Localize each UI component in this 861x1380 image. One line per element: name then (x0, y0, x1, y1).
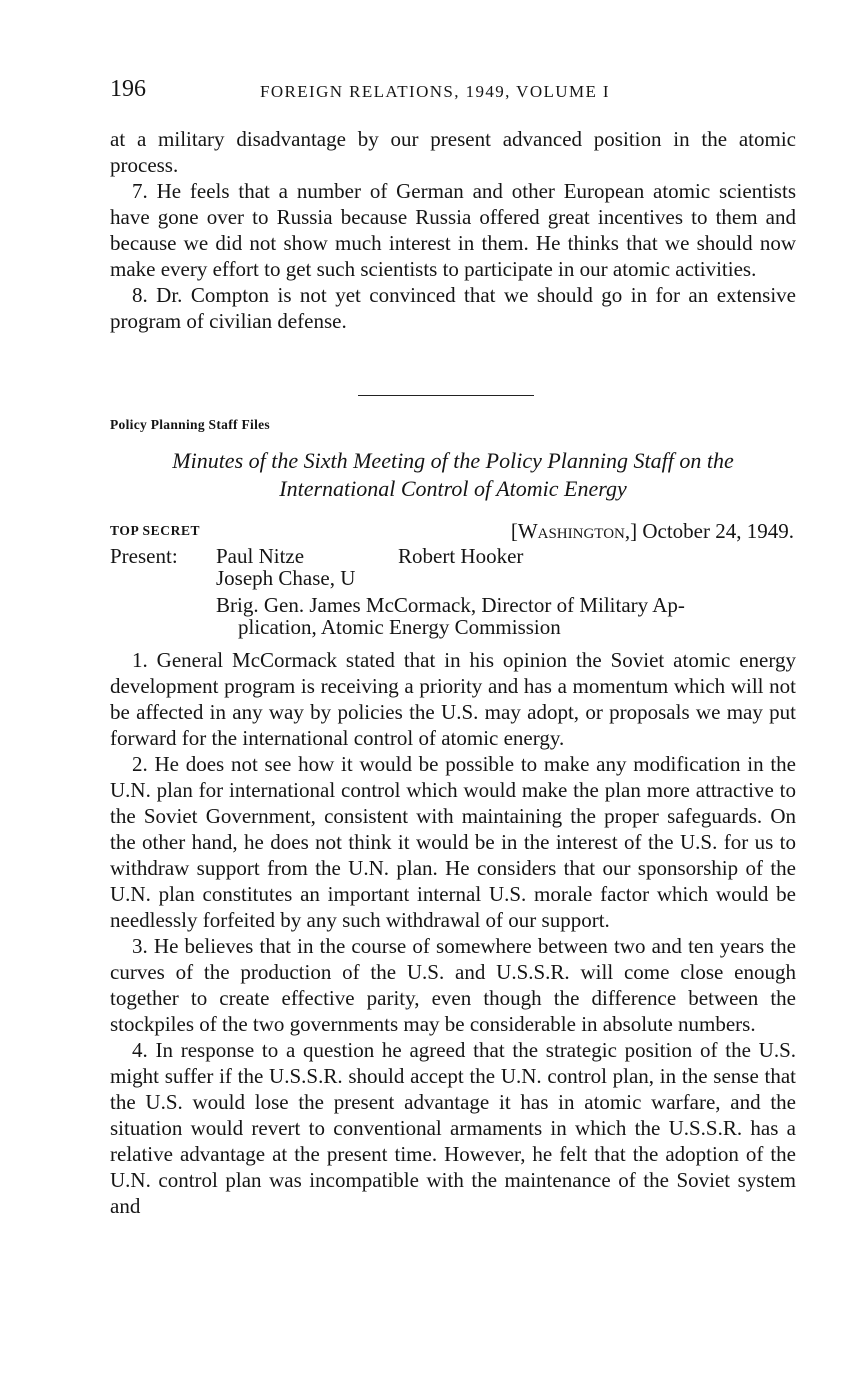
paragraph-8: 8. Dr. Compton is not yet convinced that we should go in for an extensive program of civilian defense. (110, 283, 796, 333)
attendee-line: Brig. Gen. James McCormack, Director of Military Ap- (216, 593, 685, 617)
attendee-name: Paul Nitze (216, 544, 305, 568)
page-number: 196 (110, 76, 146, 102)
page-header (110, 76, 796, 106)
dateline (511, 518, 794, 544)
continued-paragraph: at a military disadvantage by our present advanced position in the atomic process. (110, 127, 796, 177)
dateline-bracket-open: [ (510, 519, 518, 543)
title-line-1: Minutes of the Sixth Meeting of the Policy Planning Staff on the (172, 448, 734, 473)
source-label: Policy Planning Staff Files (110, 417, 270, 432)
attendee-name (216, 594, 796, 638)
document-title (110, 447, 796, 503)
paragraph-4: 4. In response to a question he agreed that the strategic position of the U.S. might suffer if the U.S.S.R. should accept the U.N. control plan, in the sense that the U.S. would lose the present advantage it has in atomic warfare, and the situation would revert to conventional armaments in which the U.S.S.R. has a relative advantage at the present time. However, he felt that the adoption of the U.N. control plan was incompatible with the maintenance of the Soviet system and (110, 1038, 796, 1218)
dateline-place: Washington, (517, 519, 631, 543)
section-divider (358, 395, 534, 396)
present-label: Present: (110, 544, 178, 568)
attendee-line-continued: plication, Atomic Energy Commission (238, 615, 561, 639)
running-head: FOREIGN RELATIONS, 1949, VOLUME I (260, 82, 610, 101)
attendee-name: Joseph Chase, U (216, 566, 356, 590)
attendee-name: Robert Hooker (398, 544, 524, 568)
minutes-body (110, 647, 796, 1219)
continued-text (110, 126, 796, 334)
dateline-bracket-close: ] (630, 519, 638, 543)
paragraph-3: 3. He believes that in the course of somewhere between two and ten years the curves of the production of the U.S. and U.S.S.R. will come close enough together to create effective parity, even though the difference between the stockpiles of the two governments may be considerable in absolute numbers. (110, 934, 796, 1036)
paragraph-7: 7. He feels that a number of German and other European atomic scientists have gone over to Russia because Russia offered great incentives to them and because we did not show much interest in them. He thinks that we should now make every effort to get such scientists to participate in our atomic activities. (110, 179, 796, 281)
classification-marking: TOP SECRET (110, 523, 201, 538)
document-page (110, 0, 796, 1380)
dateline-date: October 24, 1949. (642, 519, 794, 543)
title-line-2: International Control of Atomic Energy (279, 476, 627, 501)
paragraph-2: 2. He does not see how it would be possible to make any modification in the U.N. plan for international control which would make the plan more attractive to the Soviet Government, consistent with maintaining the proper safeguards. On the other hand, he does not think it would be in the interest of the U.S. for us to withdraw support from the U.N. plan. He considers that our sponsorship of the U.N. plan constitutes an important internal U.S. morale factor which would be needlessly forfeited by any such withdrawal of our support. (110, 752, 796, 932)
paragraph-1: 1. General McCormack stated that in his opinion the Soviet atomic energy development program is receiving a priority and has a momentum which will not be affected in any way by policies the U.S. may adopt, or proposals we may put forward for the international control of atomic energy. (110, 648, 796, 750)
